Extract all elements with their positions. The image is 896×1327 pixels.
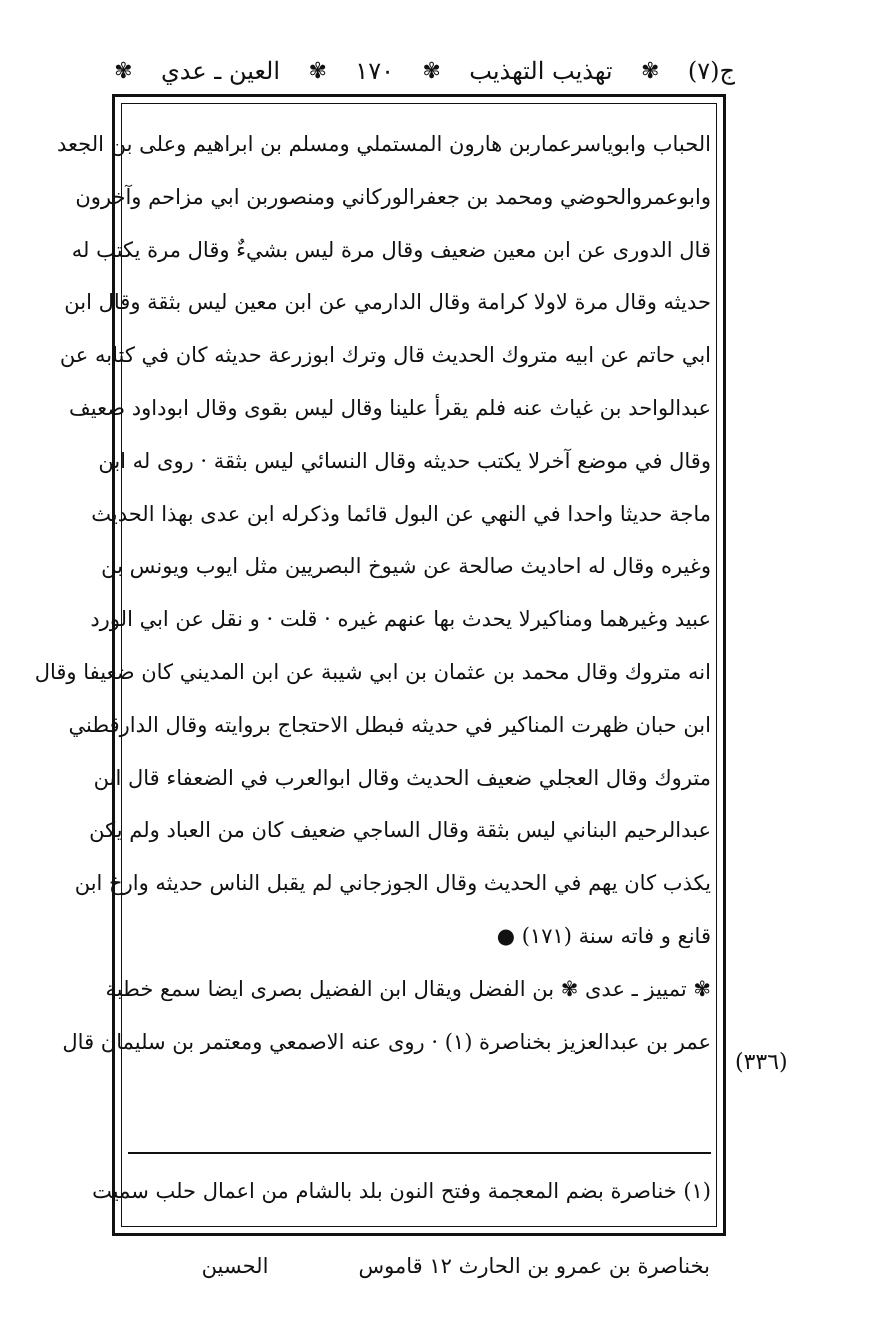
section-title: العين ـ عدي [160, 57, 281, 85]
signature: الحسين [201, 1254, 269, 1278]
text-line: ابن حبان ظهرت المناكير في حديثه فبطل الاحتجاج بروايته وقال الدارقطني [68, 712, 711, 737]
entry-heading-line: ✾ تمييز ـ عدى ✾ بن الفضل ويقال ابن الفضيل بصرى ايضا سمع خطبة [105, 976, 711, 1001]
text-line: عبدالواحد بن غياث عنه فلم يقرأ علينا وقال ليس بقوى وقال ابوداود ضعيف [69, 395, 711, 420]
footnote-continuation: بخناصرة بن عمرو بن الحارث ١٢ قاموس [358, 1254, 710, 1278]
page-header [110, 50, 735, 92]
ornament-icon: ✾ [641, 58, 660, 84]
text-line: ماجة حديثا واحدا في النهي عن البول قائما وذكرله ابن عدى بهذا الحديث [91, 501, 711, 526]
text-line: متروك وقال العجلي ضعيف الحديث وقال ابوالعرب في الضعفاء قال ابن [93, 765, 711, 790]
page-number: ١٧٠ [355, 57, 394, 85]
text-line: حديثه وقال مرة لاولا كرامة وقال الدارمي عن ابن معين ليس بثقة وقال ابن [64, 290, 711, 315]
text-line: عمر بن عبدالعزيز بخناصرة (١) · روى عنه الاصمعي ومعتمر بن سليمان قال [62, 1029, 711, 1054]
ornament-icon: ✾ [114, 58, 133, 84]
ornament-icon: ✾ [422, 58, 441, 84]
footnote-divider [128, 1152, 711, 1154]
text-line: وقال في موضع آخرلا يكتب حديثه وقال النسائي ليس بثقة · روى له ابن [98, 448, 711, 473]
text-line: الحباب وابوياسرعماربن هارون المستملي ومسلم بن ابراهيم وعلى بن الجعد [57, 132, 711, 156]
text-line: قانع و فاته سنة (١٧١) ● [496, 923, 711, 948]
ornament-icon: ✾ [308, 58, 327, 84]
text-line: عبدالرحيم البناني ليس بثقة وقال الساجي ضعيف كان من العباد ولم يكن [89, 818, 711, 843]
text-line: قال الدورى عن ابن معين ضعيف وقال مرة ليس بشيءٌ وقال مرة يكتب له [71, 237, 711, 262]
text-line: وابوعمروالحوضي ومحمد بن جعفرالوركاني ومنصوربن ابي مزاحم وآخرون [75, 184, 711, 209]
text-line: انه متروك وقال محمد بن عثمان بن ابي شيبة عن ابن المديني كان ضعيفا وقال [34, 659, 711, 684]
text-line: ابي حاتم عن ابيه متروك الحديث قال وترك ابوزرعة حديثه كان في كتابه عن [59, 343, 711, 368]
text-line: يكذب كان يهم في الحديث وقال الجوزجاني لم يقبل الناس حديثه وارخ ابن [74, 871, 711, 896]
text-line: وغيره وقال له احاديث صالحة عن شيوخ البصريين مثل ايوب ويونس بن [101, 554, 711, 579]
book-title: تهذيب التهذيب [469, 57, 613, 85]
entry-number: (٣٣٦) [735, 1050, 788, 1075]
text-line: عبيد وغيرهما ومناكيرلا يحدث بها عنهم غيره · قلت · و نقل عن ابي الورد [90, 607, 711, 632]
main-text [34, 118, 711, 1068]
footnote: (١) خناصرة بضم المعجمة وفتح النون بلد بالشام من اعمال حلب سميت [92, 1179, 711, 1203]
volume-label: ج(٧) [687, 57, 735, 85]
